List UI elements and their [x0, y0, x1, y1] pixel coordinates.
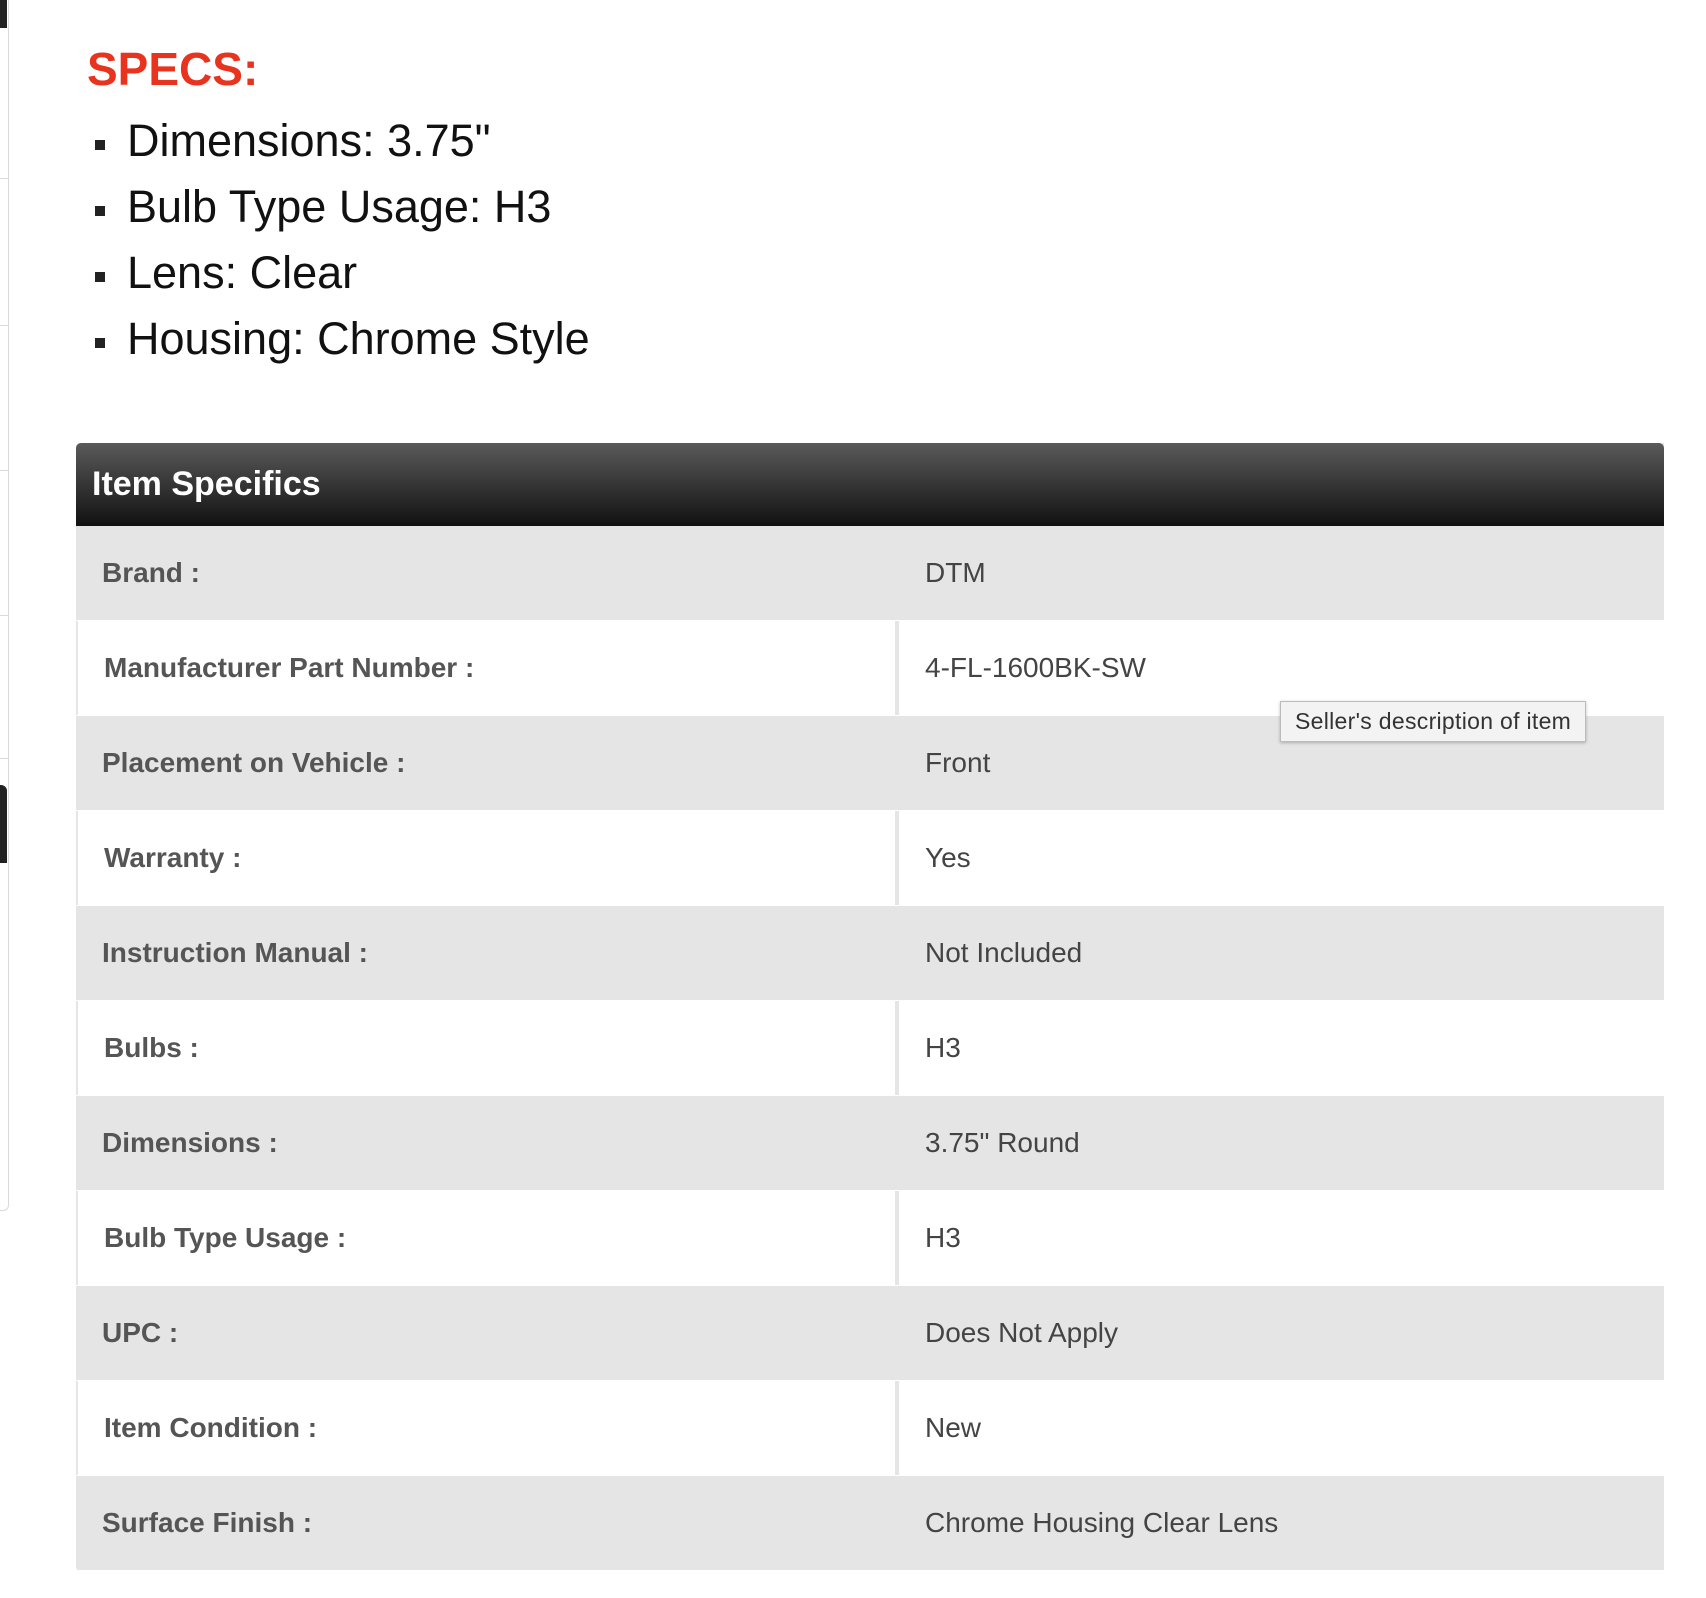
table-row — [76, 906, 1664, 1001]
row-value: 4-FL-1600BK-SW — [895, 621, 1664, 715]
specs-heading: SPECS: — [87, 43, 259, 95]
left-panel-divider — [0, 470, 8, 471]
row-value: New — [895, 1381, 1664, 1475]
left-panel-divider — [0, 178, 8, 179]
table-row — [76, 1001, 1664, 1096]
row-value: H3 — [895, 1001, 1664, 1095]
tooltip: Seller's description of item — [1280, 701, 1586, 742]
table-row — [76, 1381, 1664, 1476]
row-label: Instruction Manual : — [76, 906, 895, 1000]
specs-list-item — [87, 174, 590, 240]
left-panel-divider — [0, 758, 8, 759]
left-panel-tab-top — [0, 0, 7, 28]
item-specifics-table — [76, 443, 1664, 1571]
row-label: Warranty : — [76, 811, 895, 905]
row-value: Front — [895, 716, 1664, 810]
specs-item-text: Dimensions: 3.75" — [127, 115, 491, 166]
table-row — [76, 1096, 1664, 1191]
row-value: 3.75" Round — [895, 1096, 1664, 1190]
row-label: UPC : — [76, 1286, 895, 1380]
specs-item-text: Bulb Type Usage: H3 — [127, 181, 552, 232]
square-bullet-icon — [95, 140, 105, 150]
row-label: Item Condition : — [76, 1381, 895, 1475]
row-label: Dimensions : — [76, 1096, 895, 1190]
left-panel-divider — [0, 325, 8, 326]
row-label: Bulb Type Usage : — [76, 1191, 895, 1285]
specs-item-text: Housing: Chrome Style — [127, 313, 590, 364]
specs-list-item — [87, 240, 590, 306]
row-label: Surface Finish : — [76, 1476, 895, 1570]
row-value: H3 — [895, 1191, 1664, 1285]
item-specifics-title: Item Specifics — [92, 465, 321, 503]
row-value: Yes — [895, 811, 1664, 905]
row-value: Does Not Apply — [895, 1286, 1664, 1380]
table-row — [76, 526, 1664, 621]
table-row — [76, 1286, 1664, 1381]
specs-item-text: Lens: Clear — [127, 247, 358, 298]
specs-list-item — [87, 306, 590, 372]
table-row — [76, 1476, 1664, 1571]
left-panel-divider — [0, 615, 8, 616]
table-row — [76, 1191, 1664, 1286]
left-panel-tab-mid — [0, 785, 7, 863]
specs-list-item — [87, 108, 590, 174]
row-value: Chrome Housing Clear Lens — [895, 1476, 1664, 1570]
row-value: DTM — [895, 526, 1664, 620]
item-specifics-header — [76, 443, 1664, 526]
row-label: Brand : — [76, 526, 895, 620]
row-label: Bulbs : — [76, 1001, 895, 1095]
row-label: Manufacturer Part Number : — [76, 621, 895, 715]
row-label: Placement on Vehicle : — [76, 716, 895, 810]
square-bullet-icon — [95, 206, 105, 216]
table-row — [76, 811, 1664, 906]
square-bullet-icon — [95, 272, 105, 282]
specs-list — [87, 108, 590, 372]
row-value: Not Included — [895, 906, 1664, 1000]
square-bullet-icon — [95, 338, 105, 348]
left-panel-edge — [0, 0, 9, 1211]
